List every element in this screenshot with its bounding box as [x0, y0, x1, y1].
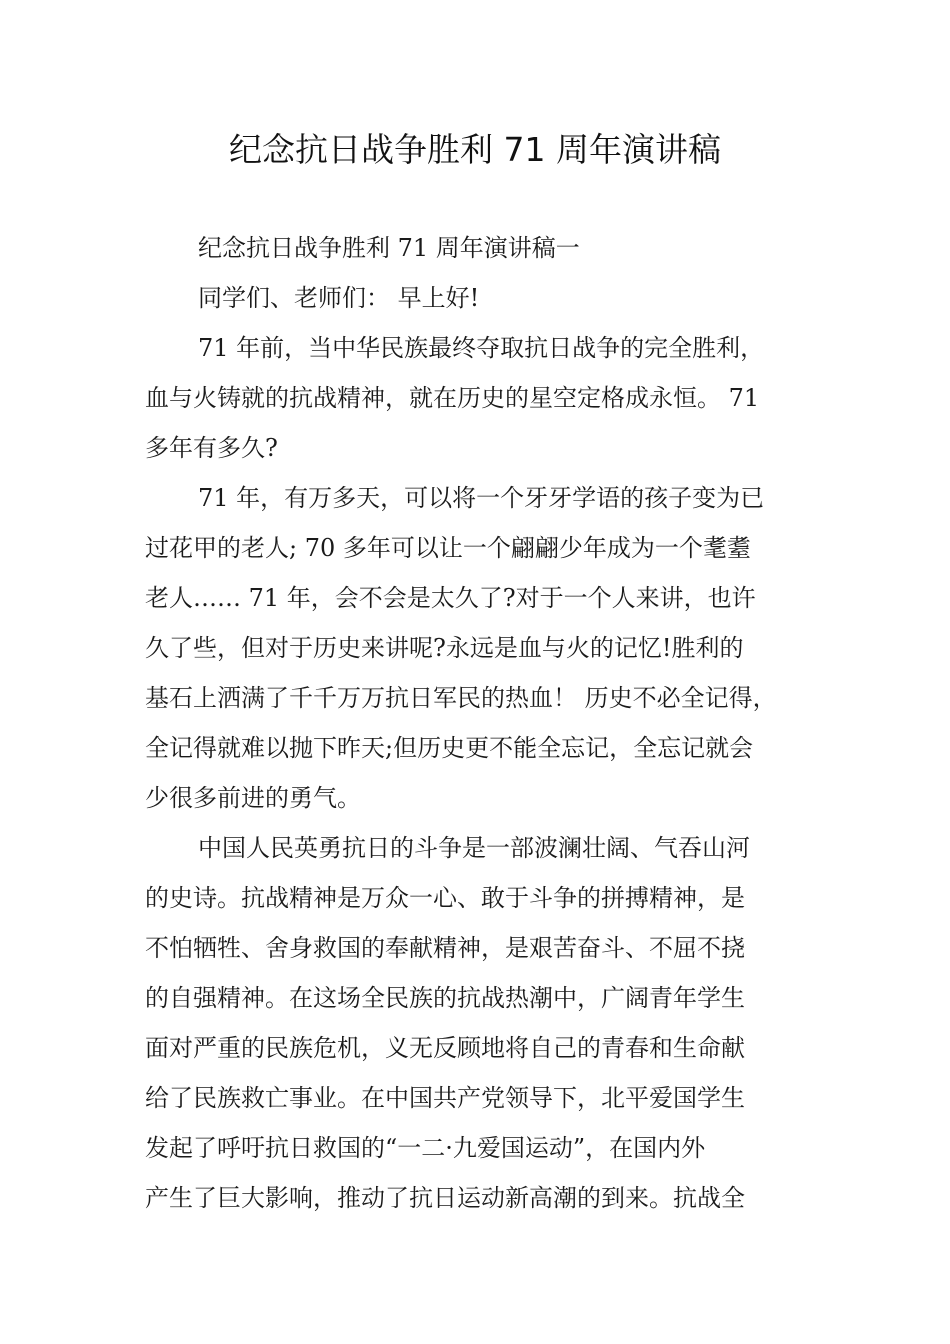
body-line: 给了民族救亡事业。在中国共产党领导下，北平爱国学生 [145, 1084, 745, 1112]
body-line: 71 年，有万多天，可以将一个牙牙学语的孩子变为已 [198, 484, 765, 512]
body-line: 少很多前进的勇气。 [145, 784, 361, 812]
body-line: 中国人民英勇抗日的斗争是一部波澜壮阔、气吞山河 [198, 834, 750, 862]
body-line: 血与火铸就的抗战精神，就在历史的星空定格成永恒。 71 [145, 384, 760, 412]
body-line: 全记得就难以抛下昨天;但历史更不能全忘记，全忘记就会 [145, 734, 754, 762]
body-line: 基石上洒满了千千万万抗日军民的热血！ 历史不必全记得， [145, 684, 777, 712]
body-line: 同学们、老师们： 早上好! [198, 284, 480, 312]
body-line: 多年有多久? [145, 434, 278, 462]
body-line: 过花甲的老人; 70 多年可以让一个翩翩少年成为一个耄耋 [145, 534, 751, 562]
body-line: 71 年前，当中华民族最终夺取抗日战争的完全胜利， [198, 334, 765, 362]
body-line: 不怕牺牲、舍身救国的奉献精神，是艰苦奋斗、不屈不挠 [145, 934, 745, 962]
body-line: 老人…… 71 年，会不会是太久了?对于一个人来讲，也许 [145, 584, 756, 612]
body-line: 的自强精神。在这场全民族的抗战热潮中，广阔青年学生 [145, 984, 745, 1012]
body-line: 的史诗。抗战精神是万众一心、敢于斗争的拼搏精神，是 [145, 884, 745, 912]
document-body [145, 223, 825, 1223]
body-line: 久了些，但对于历史来讲呢?永远是血与火的记忆!胜利的 [145, 634, 744, 662]
document-title: 纪念抗日战争胜利 71 周年演讲稿 [229, 130, 721, 169]
body-line: 产生了巨大影响，推动了抗日运动新高潮的到来。抗战全 [145, 1184, 745, 1212]
body-line: 纪念抗日战争胜利 71 周年演讲稿一 [198, 234, 580, 262]
body-line: 面对严重的民族危机，义无反顾地将自己的青春和生命献 [145, 1034, 745, 1062]
body-line: 发起了呼吁抗日救国的“一二·九爱国运动”，在国内外 [145, 1134, 706, 1162]
